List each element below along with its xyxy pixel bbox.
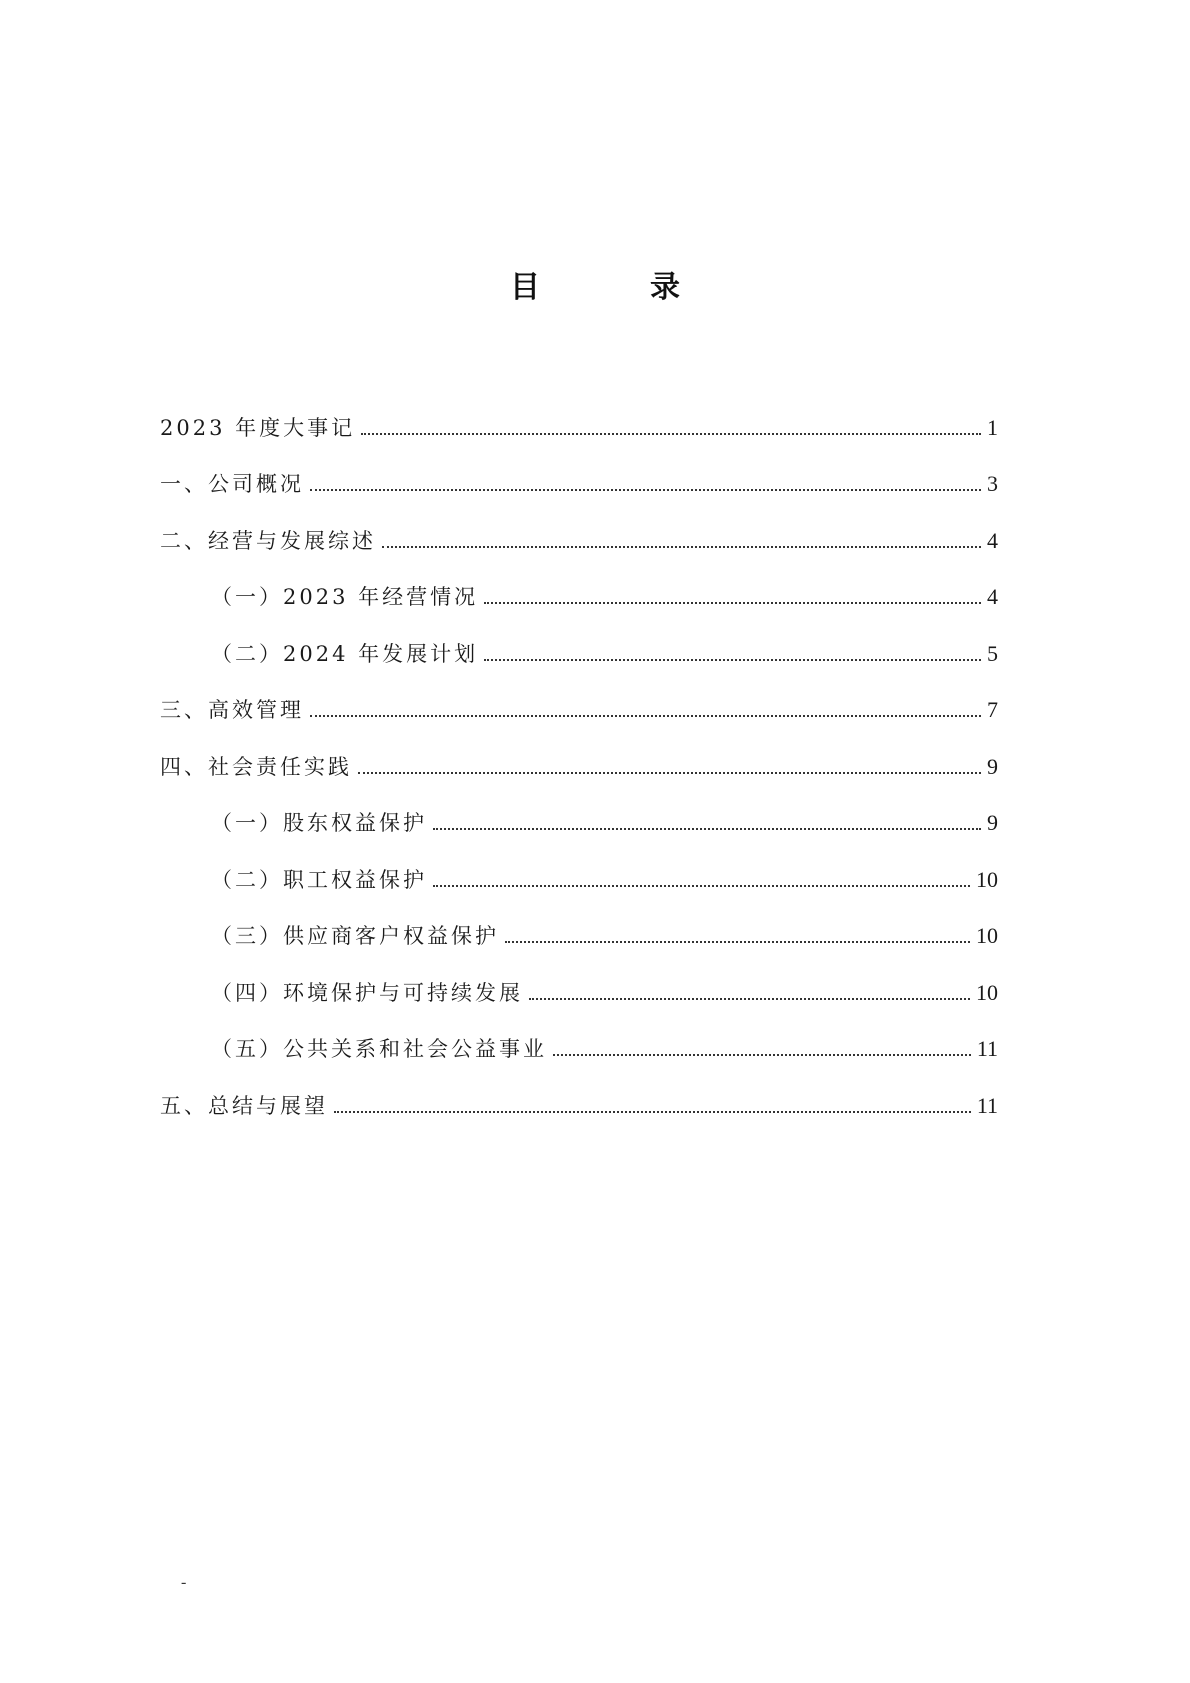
toc-page-number: 4	[987, 584, 998, 609]
toc-entry[interactable]	[160, 441, 998, 498]
toc-entry[interactable]	[160, 1006, 998, 1063]
toc-dot-leader	[361, 433, 981, 435]
toc-entry-label: （二）职工权益保护	[211, 867, 427, 892]
toc-page-number: 10	[976, 979, 998, 1005]
footer-page-mark: -	[181, 1574, 187, 1591]
toc-dot-leader	[529, 998, 970, 1000]
toc-entry-label: 五、总结与展望	[160, 1093, 328, 1118]
toc-entry[interactable]	[160, 497, 998, 554]
toc-entry-label: 2023 年度大事记	[160, 415, 356, 440]
toc-page-number: 11	[976, 1036, 998, 1061]
toc-dot-leader	[358, 772, 981, 774]
toc-page-number: 7	[987, 697, 998, 722]
page-title: 目 录	[510, 270, 720, 305]
toc-page-number: 1	[987, 414, 998, 440]
toc-page-number: 5	[987, 640, 998, 666]
toc-entry[interactable]	[160, 780, 998, 837]
toc-page-number: 11	[976, 1092, 998, 1118]
toc-dot-leader	[310, 489, 981, 491]
toc-entry-label: （四）环境保护与可持续发展	[211, 980, 523, 1005]
toc-dot-leader	[310, 715, 981, 717]
table-of-contents	[160, 384, 998, 1119]
toc-page-number: 9	[987, 810, 998, 835]
toc-page-number: 3	[987, 471, 998, 496]
toc-dot-leader	[484, 659, 981, 661]
toc-dot-leader	[553, 1054, 971, 1056]
toc-entry-label: 二、经营与发展综述	[160, 528, 376, 553]
toc-entry-label: （二）2024 年发展计划	[211, 641, 479, 666]
toc-entry-label: （五）公共关系和社会公益事业	[211, 1037, 547, 1061]
toc-entry[interactable]	[160, 836, 998, 893]
toc-dot-leader	[433, 885, 970, 887]
toc-dot-leader	[382, 546, 981, 548]
toc-page-number: 9	[987, 753, 998, 779]
toc-entry-label: 一、公司概况	[160, 472, 304, 496]
toc-page-number: 10	[976, 923, 998, 948]
toc-entry-label: 四、社会责任实践	[160, 754, 352, 779]
toc-page-number: 10	[976, 866, 998, 892]
toc-entry-label: （一）2023 年经营情况	[211, 585, 479, 609]
toc-dot-leader	[484, 602, 981, 604]
toc-entry[interactable]	[160, 667, 998, 724]
toc-entry[interactable]	[160, 554, 998, 611]
toc-entry-label: （一）股东权益保护	[211, 811, 427, 835]
toc-entry[interactable]	[160, 610, 998, 667]
toc-entry[interactable]	[160, 893, 998, 950]
toc-entry-label: （三）供应商客户权益保护	[211, 924, 499, 948]
toc-dot-leader	[505, 941, 970, 943]
toc-page-number: 4	[987, 527, 998, 553]
toc-dot-leader	[433, 828, 981, 830]
toc-entry[interactable]	[160, 723, 998, 780]
toc-entry[interactable]	[160, 1062, 998, 1119]
toc-entry[interactable]	[160, 384, 998, 441]
toc-dot-leader	[334, 1111, 971, 1113]
toc-entry[interactable]	[160, 949, 998, 1006]
toc-entry-label: 三、高效管理	[160, 698, 304, 722]
